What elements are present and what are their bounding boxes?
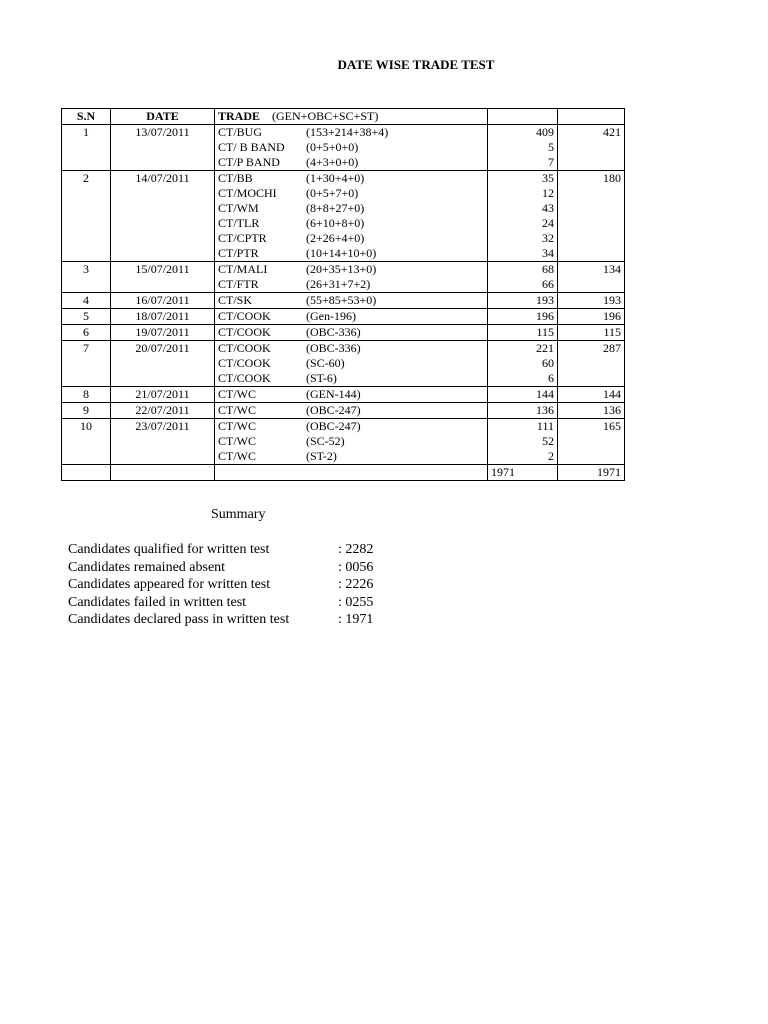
- cell-trade: [215, 125, 488, 141]
- cell-count: 221: [488, 341, 558, 357]
- grand-total-row: [62, 465, 625, 481]
- trade-split: (20+35+13+0): [306, 262, 377, 276]
- table-row: [62, 293, 625, 309]
- cell-trade: [215, 434, 488, 449]
- cell-group-total: 136: [558, 403, 625, 419]
- summary-value: : 0056: [338, 559, 374, 575]
- cell-trade: [215, 387, 488, 403]
- cell-trade: [215, 155, 488, 171]
- cell-group-total: 115: [558, 325, 625, 341]
- cell-date: 18/07/2011: [111, 309, 215, 325]
- trade-code: CT/COOK: [218, 341, 271, 355]
- cell-sn: 10: [62, 419, 111, 465]
- summary-item: [68, 611, 373, 629]
- cell-count: 66: [488, 277, 558, 293]
- summary-title: Summary: [211, 507, 266, 522]
- cell-count: 5: [488, 140, 558, 155]
- cell-count: 136: [488, 403, 558, 419]
- table-row: [62, 341, 625, 357]
- trade-code: CT/ B BAND: [218, 140, 285, 154]
- cell-count: 193: [488, 293, 558, 309]
- cell-sn: 4: [62, 293, 111, 309]
- header-date: DATE: [111, 109, 215, 125]
- cell-date: 19/07/2011: [111, 325, 215, 341]
- summary-value: : 0255: [338, 594, 374, 610]
- trade-test-table: [61, 108, 625, 481]
- trade-split: (55+85+53+0): [306, 293, 377, 307]
- trade-split: (Gen-196): [306, 309, 356, 323]
- cell-trade: [215, 140, 488, 155]
- cell-trade: [215, 403, 488, 419]
- cell-trade: [215, 465, 488, 481]
- cell-date: 20/07/2011: [111, 341, 215, 387]
- trade-code: CT/FTR: [218, 277, 259, 291]
- cell-count: 6: [488, 371, 558, 387]
- table-row: [62, 419, 625, 435]
- header-trade-note: (GEN+OBC+SC+ST): [272, 109, 379, 123]
- trade-code: CT/WC: [218, 387, 256, 401]
- trade-code: CT/WC: [218, 434, 256, 448]
- cell-count: 34: [488, 246, 558, 262]
- cell-group-total: 180: [558, 171, 625, 262]
- header-total: [558, 109, 625, 125]
- cell-count: 68: [488, 262, 558, 278]
- summary-label: Candidates remained absent: [68, 559, 226, 575]
- cell-date: 15/07/2011: [111, 262, 215, 293]
- trade-code: CT/BB: [218, 171, 253, 185]
- cell-sn: 7: [62, 341, 111, 387]
- trade-code: CT/COOK: [218, 356, 271, 370]
- summary-label: Candidates appeared for written test: [68, 577, 271, 592]
- cell-trade: [215, 309, 488, 325]
- trade-split: (4+3+0+0): [306, 155, 359, 169]
- trade-code: CT/TLR: [218, 216, 260, 230]
- cell-trade: [215, 293, 488, 309]
- cell-trade: [215, 449, 488, 465]
- trade-code: CT/COOK: [218, 325, 271, 339]
- cell-sn: 8: [62, 387, 111, 403]
- summary-label: Candidates declared pass in written test: [68, 612, 290, 627]
- header-count: [488, 109, 558, 125]
- cell-date: 21/07/2011: [111, 387, 215, 403]
- summary-item: [68, 541, 373, 559]
- summary-list: [68, 541, 373, 629]
- cell-sn: 5: [62, 309, 111, 325]
- summary-item: [68, 559, 373, 577]
- cell-sn: 2: [62, 171, 111, 262]
- table-body: [62, 109, 625, 481]
- table-row: [62, 262, 625, 278]
- table-row: [62, 387, 625, 403]
- cell-trade: [215, 356, 488, 371]
- page-title: DATE WISE TRADE TEST: [337, 57, 495, 72]
- cell-count: 115: [488, 325, 558, 341]
- cell-count: 60: [488, 356, 558, 371]
- trade-split: (8+8+27+0): [306, 201, 365, 215]
- table-row: [62, 325, 625, 341]
- trade-code: CT/COOK: [218, 371, 271, 385]
- cell-count: 52: [488, 434, 558, 449]
- cell-count: 111: [488, 419, 558, 435]
- summary-label: Candidates qualified for written test: [68, 542, 270, 557]
- trade-split: (OBC-247): [306, 419, 361, 433]
- trade-split: (0+5+0+0): [306, 140, 359, 154]
- trade-code: CT/P BAND: [218, 155, 280, 169]
- header-trade: [215, 109, 488, 125]
- cell-group-total: 287: [558, 341, 625, 387]
- trade-split: (SC-60): [306, 356, 345, 370]
- summary-value: : 2282: [338, 542, 374, 557]
- trade-split: (ST-2): [306, 449, 337, 463]
- cell-sn: [62, 465, 111, 481]
- trade-code: CT/WM: [218, 201, 259, 215]
- grand-total-sum: 1971: [558, 465, 625, 481]
- summary-item: [68, 594, 373, 612]
- cell-count: 35: [488, 171, 558, 187]
- cell-trade: [215, 371, 488, 387]
- table-row: [62, 125, 625, 141]
- cell-date: [111, 465, 215, 481]
- trade-code: CT/WC: [218, 419, 256, 433]
- cell-sn: 6: [62, 325, 111, 341]
- cell-count: 196: [488, 309, 558, 325]
- trade-split: (26+31+7+2): [306, 277, 371, 291]
- trade-split: (OBC-336): [306, 325, 361, 339]
- cell-trade: [215, 419, 488, 435]
- cell-trade: [215, 262, 488, 278]
- summary-value: : 2226: [338, 577, 374, 592]
- cell-sn: 9: [62, 403, 111, 419]
- cell-count: 32: [488, 231, 558, 246]
- table-row: [62, 403, 625, 419]
- trade-code: CT/MOCHI: [218, 186, 277, 200]
- cell-date: 23/07/2011: [111, 419, 215, 465]
- cell-sn: 1: [62, 125, 111, 171]
- cell-trade: [215, 325, 488, 341]
- cell-count: 24: [488, 216, 558, 231]
- cell-group-total: 165: [558, 419, 625, 465]
- trade-split: (10+14+10+0): [306, 246, 377, 260]
- cell-group-total: 196: [558, 309, 625, 325]
- cell-count: 43: [488, 201, 558, 216]
- trade-split: (1+30+4+0): [306, 171, 365, 185]
- trade-code: CT/BUG: [218, 125, 263, 139]
- trade-code: CT/WC: [218, 449, 256, 463]
- cell-trade: [215, 246, 488, 262]
- summary-item: [68, 576, 373, 594]
- cell-group-total: 134: [558, 262, 625, 293]
- table-row: [62, 171, 625, 187]
- trade-code: CT/PTR: [218, 246, 259, 260]
- cell-count: 7: [488, 155, 558, 171]
- trade-code: CT/WC: [218, 403, 256, 417]
- cell-count: 144: [488, 387, 558, 403]
- cell-trade: [215, 341, 488, 357]
- table-header-row: [62, 109, 625, 125]
- cell-trade: [215, 216, 488, 231]
- trade-code: CT/COOK: [218, 309, 271, 323]
- trade-split: (6+10+8+0): [306, 216, 365, 230]
- trade-code: CT/SK: [218, 293, 253, 307]
- cell-trade: [215, 171, 488, 187]
- cell-trade: [215, 277, 488, 293]
- cell-trade: [215, 186, 488, 201]
- cell-trade: [215, 231, 488, 246]
- cell-trade: [215, 201, 488, 216]
- header-trade-label: TRADE: [218, 109, 261, 123]
- cell-group-total: 144: [558, 387, 625, 403]
- trade-split: (0+5+7+0): [306, 186, 359, 200]
- cell-group-total: 421: [558, 125, 625, 171]
- trade-split: (OBC-247): [306, 403, 361, 417]
- cell-count: 12: [488, 186, 558, 201]
- cell-date: 13/07/2011: [111, 125, 215, 171]
- trade-code: CT/MALI: [218, 262, 268, 276]
- cell-count: 2: [488, 449, 558, 465]
- trade-code: CT/CPTR: [218, 231, 267, 245]
- summary-value: : 1971: [338, 612, 374, 627]
- trade-split: (153+214+38+4): [306, 125, 389, 139]
- trade-split: (OBC-336): [306, 341, 361, 355]
- header-sn: S.N: [62, 109, 111, 125]
- cell-date: 14/07/2011: [111, 171, 215, 262]
- trade-split: (2+26+4+0): [306, 231, 365, 245]
- trade-split: (SC-52): [306, 434, 345, 448]
- grand-total-count: 1971: [488, 465, 558, 481]
- trade-split: (GEN-144): [306, 387, 361, 401]
- cell-group-total: 193: [558, 293, 625, 309]
- table-row: [62, 309, 625, 325]
- cell-count: 409: [488, 125, 558, 141]
- trade-split: (ST-6): [306, 371, 337, 385]
- summary-label: Candidates failed in written test: [68, 594, 247, 610]
- cell-date: 22/07/2011: [111, 403, 215, 419]
- cell-date: 16/07/2011: [111, 293, 215, 309]
- cell-sn: 3: [62, 262, 111, 293]
